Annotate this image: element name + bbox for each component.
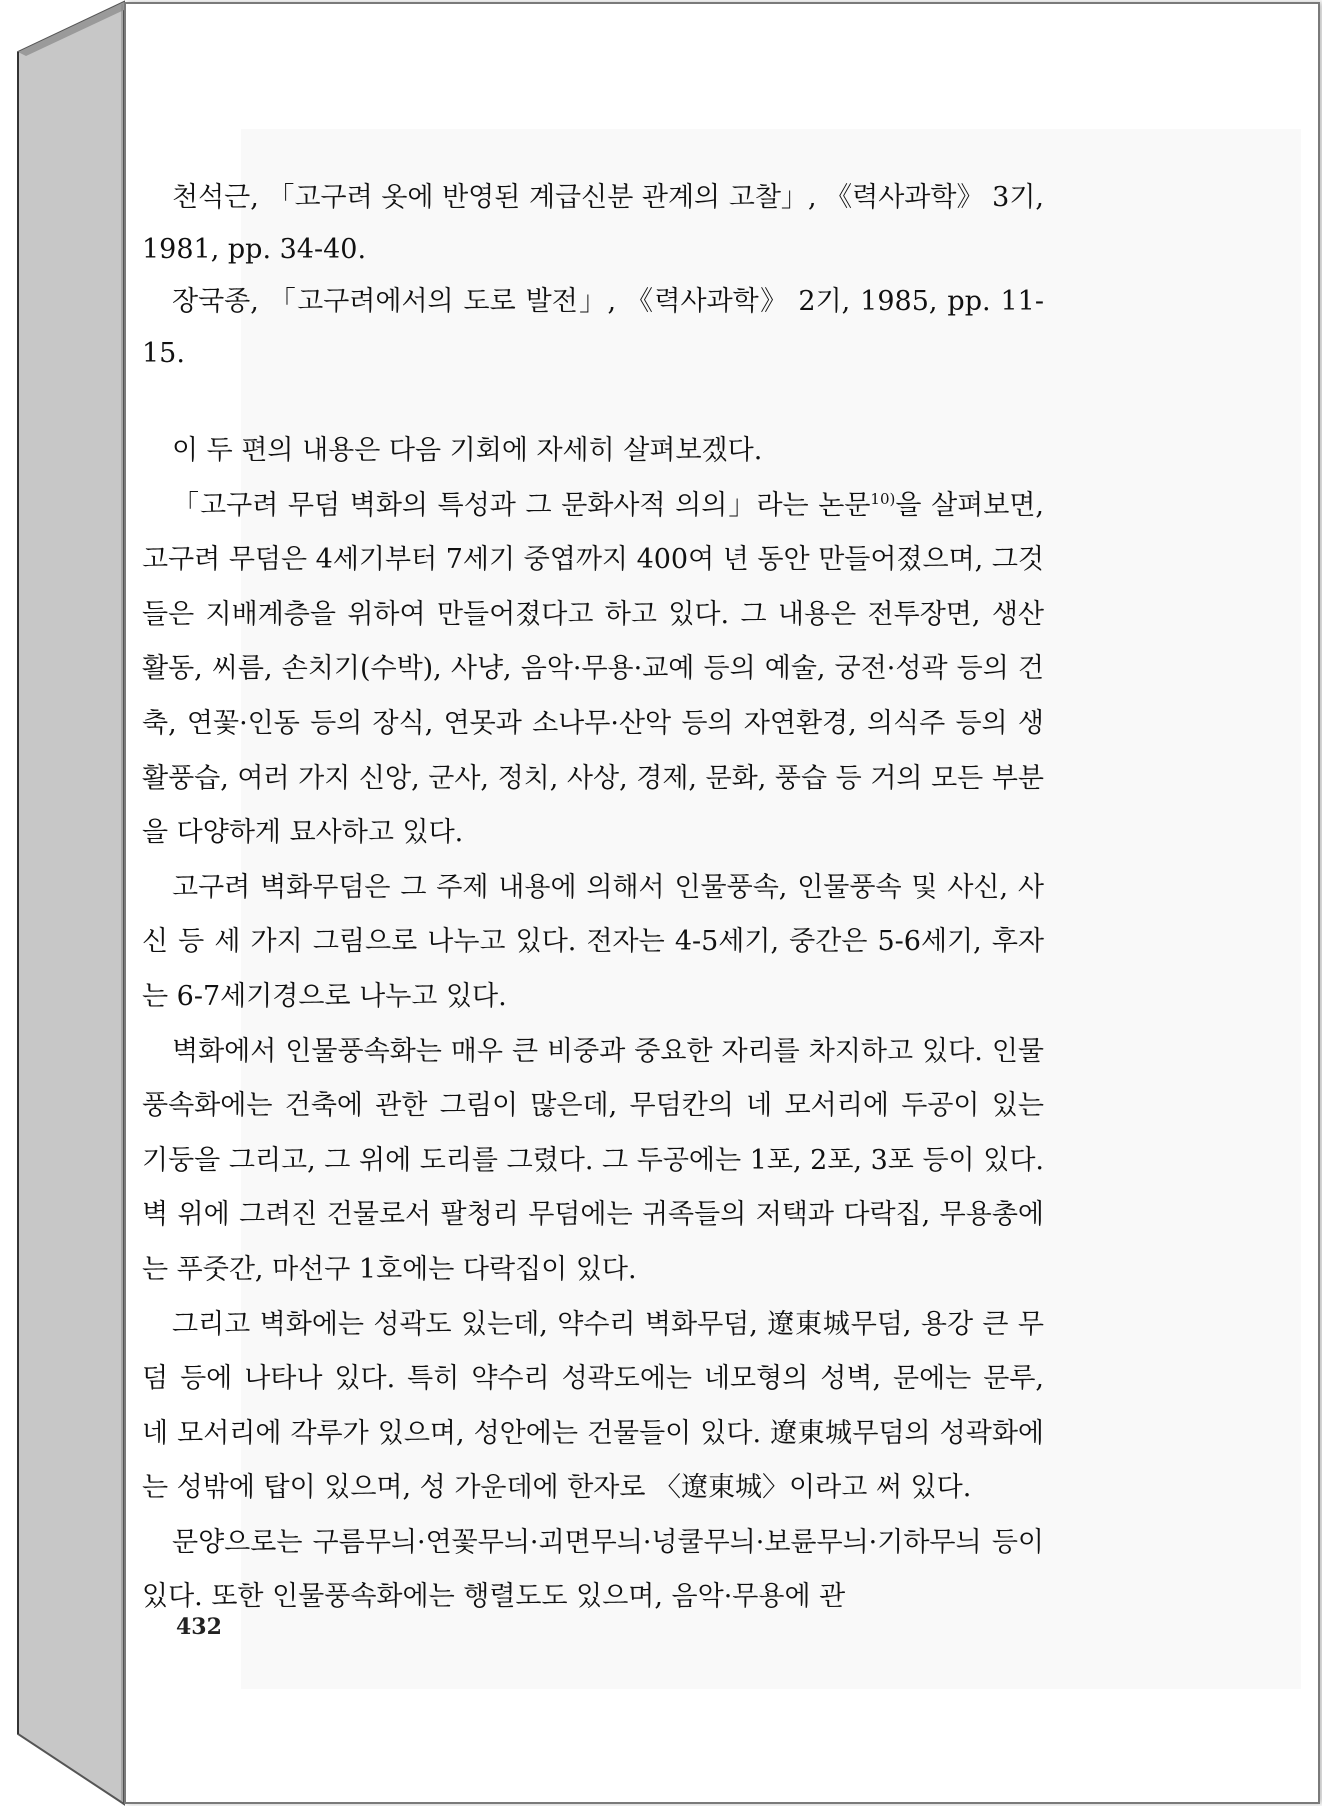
reference-entry: 천석근, 「고구려 옷에 반영된 계급신분 관계의 고찰」, 《력사과학》 3기, 1981, pp. 34-40. — [142, 182, 1044, 265]
paragraph: 문양으로는 구름무늬·연꽃무늬·괴면무늬·넝쿨무늬·보륜무늬·기하무늬 등이 있다. 또한 인물풍속화에는 행렬도도 있으며, 음악·무용에 관 — [142, 1526, 1044, 1613]
paragraph: 고구려 벽화무덤은 그 주제 내용에 의해서 인물풍속, 인물풍속 및 사신, 사신 등 세 가지 그림으로 나누고 있다. 전자는 4-5세기, 중간은 5-6세기, 후자는 6-7세기경으로 나누고 있다. — [142, 871, 1044, 1012]
book-spine — [0, 0, 130, 1806]
paragraph: 그리고 벽화에는 성곽도 있는데, 약수리 벽화무덤, 遼東城무덤, 용강 큰 무덤 등에 나타나 있다. 특히 약수리 성곽도에는 네모형의 성벽, 문에는 문루, 네 모서리에 각루가 있으며, 성안에는 건물들이 있다. 遼東城무덤의 성곽화에는 성밖에 탑이 있으며, 성 가운데에 한자로 〈遼東城〉이라고 써 있다. — [142, 1308, 1044, 1504]
paragraph — [142, 479, 1044, 861]
page-text — [142, 172, 1044, 1625]
paragraph-text: 을 살펴보면, 고구려 무덤은 4세기부터 7세기 중엽까지 400여 년 동안 만들어졌으며, 그것들은 지배계층을 위하여 만들어졌다고 하고 있다. 그 내용은 전투장면, 생산활동, 씨름, 손치기(수박), 사냥, 음악·무용·교예 등의 예술, 궁전·성곽 등의 건축, 연꽃·인동 등의 장식, 연못과 소나무·산악 등의 자연환경, 의식주 등의 생활풍습, 여러 가지 신앙, 군사, 정치, 사상, 경제, 문화, 풍습 등 거의 모든 부분을 다양하게 묘사하고 있다. — [142, 489, 1045, 849]
reference-entry: 장국종, 「고구려에서의 도로 발전」, 《력사과학》 2기, 1985, pp. 11-15. — [142, 286, 1044, 369]
paragraph-text: 「고구려 무덤 벽화의 특성과 그 문화사적 의의」라는 논문 — [172, 489, 871, 521]
page-number: 432 — [176, 1614, 222, 1640]
paragraph: 이 두 편의 내용은 다음 기회에 자세히 살펴보겠다. — [172, 435, 763, 466]
footnote-marker: 10) — [870, 489, 896, 508]
paragraph: 벽화에서 인물풍속화는 매우 큰 비중과 중요한 자리를 차지하고 있다. 인물풍속화에는 건축에 관한 그림이 많은데, 무덤칸의 네 모서리에 두공이 있는 기둥을 그리고, 그 위에 도리를 그렸다. 그 두공에는 1포, 2포, 3포 등이 있다. 벽 위에 그려진 건물로서 팔청리 무덤에는 귀족들의 저택과 다락집, 무용총에는 푸줏간, 마선구 1호에는 다락집이 있다. — [142, 1035, 1044, 1285]
book-spine-graphic — [0, 0, 130, 1806]
section-gap — [142, 380, 1044, 424]
